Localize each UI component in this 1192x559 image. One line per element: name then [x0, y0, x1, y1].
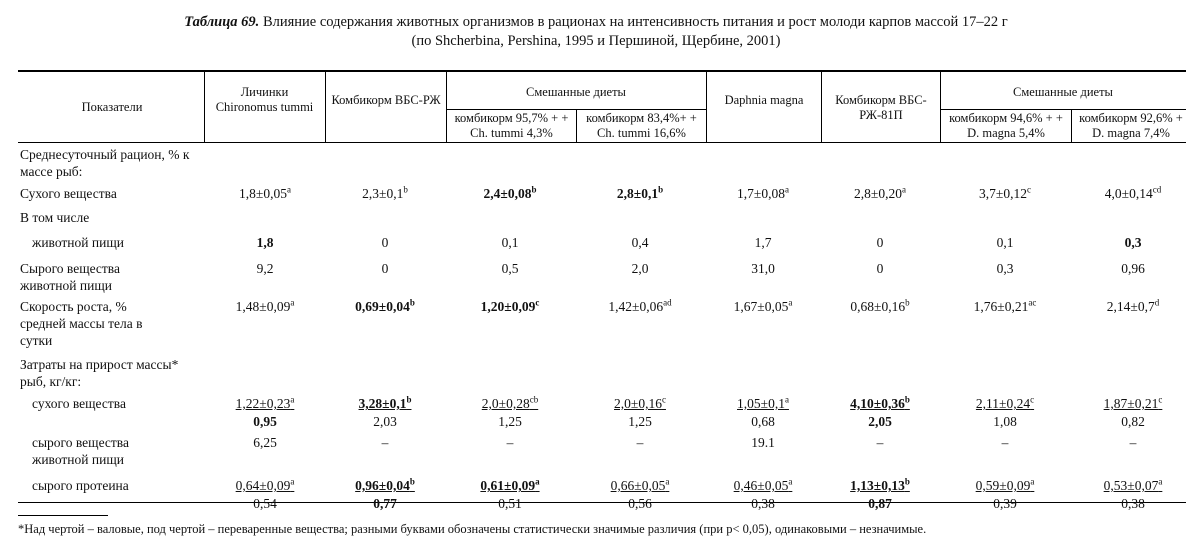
- cell-cost-dry-gross: 2,11±0,24$^c$: [975, 394, 1035, 411]
- row-label-dry: Сухого вещества: [20, 186, 117, 201]
- cell-cost-protein-digested: 0,77: [373, 496, 397, 511]
- cell-dry-ration: 2,8±0,20$^a$: [854, 184, 906, 201]
- cell-cost-protein-digested: 0,38: [751, 496, 775, 511]
- cell-cost-dry-gross: 2,0±0,16$^c$: [614, 394, 666, 411]
- header-mixed-diets-a: Смешанные диеты: [526, 85, 626, 99]
- header-col-vbs-rzh: Комбикорм ВБС-РЖ: [331, 93, 441, 107]
- header-col-mix-957: комбикорм 95,7% + + Ch. tummi 4,3%: [454, 111, 569, 140]
- header-divider: [204, 71, 205, 142]
- footnote-rule: [18, 515, 108, 516]
- cell-cost-dry-gross: 2,0±0,28$^{cb}$: [481, 394, 539, 411]
- cell-cost-dry-gross: 1,87±0,21$^c$: [1103, 394, 1163, 411]
- header-mixed-diets-b: Смешанные диеты: [1013, 85, 1113, 99]
- cell-animal-food: 1,8: [256, 235, 274, 250]
- header-col-chironomus: Личинки Chironomus tummi: [215, 85, 314, 114]
- cell-cost-raw-animal: –: [876, 435, 884, 450]
- cell-raw-animal: 9,2: [256, 261, 274, 276]
- cell-dry-ration: 4,0±0,14$^{cd}$: [1104, 184, 1162, 201]
- row-label-cost-protein: сырого протеина: [32, 478, 129, 493]
- table-number: Таблица 69.: [184, 14, 260, 30]
- cell-cost-dry-gross: 4,10±0,36$^b$: [850, 394, 910, 411]
- mixed-b-subrule: [940, 109, 1186, 110]
- cell-dry-ration: 2,8±0,1$^b$: [616, 184, 664, 201]
- cell-cost-protein-gross: 0,53±0,07$^a$: [1103, 476, 1163, 493]
- cell-cost-dry-digested: 1,25: [498, 414, 522, 429]
- cell-cost-dry-digested: 0,82: [1121, 414, 1145, 429]
- cell-cost-protein-digested: 0,56: [628, 496, 652, 511]
- row-label-cost-dry: сухого вещества: [32, 396, 126, 411]
- cell-growth-rate: 0,68±0,16$^b$: [850, 297, 910, 314]
- row-label-cost-raw: сырого вещества животной пищи: [32, 435, 129, 467]
- cell-cost-protein-gross: 0,46±0,05$^a$: [733, 476, 793, 493]
- cell-cost-raw-animal: 19.1: [751, 435, 775, 450]
- cell-animal-food: 0: [876, 235, 884, 250]
- row-label-incl: В том числе: [20, 210, 90, 225]
- cell-growth-rate: 1,67±0,05$^a$: [733, 297, 793, 314]
- cell-cost-dry-digested: 1,25: [628, 414, 652, 429]
- cell-cost-protein-gross: 1,13±0,13$^b$: [850, 476, 910, 493]
- cell-growth-rate: 2,14±0,7$^d$: [1106, 297, 1160, 314]
- cell-animal-food: 1,7: [754, 235, 772, 250]
- cell-cost-dry-digested: 2,03: [373, 414, 397, 429]
- cell-cost-raw-animal: –: [1129, 435, 1137, 450]
- header-divider: [821, 71, 822, 142]
- cell-cost-dry-digested: 2,05: [868, 414, 892, 429]
- cell-animal-food: 0,1: [996, 235, 1014, 250]
- header-divider: [325, 71, 326, 142]
- cell-cost-raw-animal: 6,25: [253, 435, 277, 450]
- cell-animal-food: 0,3: [1124, 235, 1142, 250]
- cell-cost-raw-animal: –: [381, 435, 389, 450]
- cell-cost-raw-animal: –: [1001, 435, 1009, 450]
- footnote: *Над чертой – валовые, под чертой – переваренные вещества; разными буквами обозначены статистически значимые различия (при p< 0,05), одинаковыми – незначимые.: [18, 522, 927, 536]
- cell-cost-dry-digested: 0,95: [253, 414, 277, 429]
- cell-dry-ration: 1,7±0,08$^a$: [737, 184, 789, 201]
- cell-growth-rate: 0,69±0,04$^b$: [355, 297, 415, 314]
- cell-raw-animal: 0,5: [501, 261, 519, 276]
- row-label-cost: Затраты на прирост массы* рыб, кг/кг:: [20, 357, 179, 389]
- cell-dry-ration: 3,7±0,12$^c$: [979, 184, 1031, 201]
- header-divider: [576, 110, 577, 142]
- header-col-mix-946: комбикорм 94,6% + + D. magna 5,4%: [949, 111, 1063, 140]
- header-indicators: Показатели: [81, 100, 143, 114]
- table-top-rule: [18, 70, 1186, 72]
- header-col-daphnia: Daphnia magna: [724, 93, 804, 107]
- cell-cost-protein-gross: 0,66±0,05$^a$: [610, 476, 670, 493]
- cell-cost-dry-gross: 1,05±0,1$^a$: [737, 394, 789, 411]
- cell-growth-rate: 1,20±0,09$^c$: [480, 297, 540, 314]
- cell-cost-dry-gross: 1,22±0,23$^a$: [235, 394, 295, 411]
- cell-cost-raw-animal: –: [636, 435, 644, 450]
- header-divider: [940, 71, 941, 142]
- header-col-mix-834: комбикорм 83,4%+ + Ch. tummi 16,6%: [586, 111, 697, 140]
- cell-growth-rate: 1,48±0,09$^a$: [235, 297, 295, 314]
- cell-dry-ration: 1,8±0,05$^a$: [239, 184, 291, 201]
- cell-animal-food: 0,4: [631, 235, 649, 250]
- cell-cost-dry-gross: 3,28±0,1$^b$: [358, 394, 412, 411]
- cell-raw-animal: 2,0: [631, 261, 649, 276]
- cell-cost-protein-digested: 0,39: [993, 496, 1017, 511]
- cell-cost-raw-animal: –: [506, 435, 514, 450]
- header-divider: [706, 71, 707, 142]
- cell-cost-protein-gross: 0,59±0,09$^a$: [975, 476, 1035, 493]
- table-source: (по Shcherbina, Pershina, 1995 и Першиной, Щербине, 2001): [411, 33, 781, 49]
- cell-raw-animal: 0: [381, 261, 389, 276]
- cell-cost-dry-digested: 0,68: [751, 414, 775, 429]
- cell-growth-rate: 1,76±0,21$^{ac}$: [973, 297, 1037, 314]
- cell-cost-dry-digested: 1,08: [993, 414, 1017, 429]
- cell-cost-protein-digested: 0,54: [253, 496, 277, 511]
- cell-dry-ration: 2,3±0,1$^b$: [362, 184, 408, 201]
- cell-cost-protein-gross: 0,64±0,09$^a$: [235, 476, 295, 493]
- cell-cost-protein-digested: 0,38: [1121, 496, 1145, 511]
- row-label-raw-animal: Сырого вещества животной пищи: [20, 261, 120, 293]
- header-divider: [446, 71, 447, 142]
- table-title: Влияние содержания животных организмов в рационах на интенсивность питания и рост молоди карпов массой 17–22 г: [262, 14, 1008, 30]
- table-caption: [0, 13, 1192, 31]
- row-label-ration: Среднесуточный рацион, % к массе рыб:: [20, 147, 190, 179]
- cell-raw-animal: 0,3: [996, 261, 1014, 276]
- cell-raw-animal: 31,0: [751, 261, 775, 276]
- cell-cost-protein-digested: 0,51: [498, 496, 522, 511]
- row-label-growth: Скорость роста, % средней массы тела в сутки: [20, 299, 143, 348]
- cell-dry-ration: 2,4±0,08$^b$: [483, 184, 537, 201]
- row-label-animal: животной пищи: [32, 235, 124, 250]
- cell-raw-animal: 0,96: [1121, 261, 1145, 276]
- cell-cost-protein-gross: 0,61±0,09$^a$: [480, 476, 540, 493]
- cell-animal-food: 0: [381, 235, 389, 250]
- header-col-mix-926: комбикорм 92,6% + D. magna 7,4%: [1079, 111, 1183, 140]
- cell-cost-protein-digested: 0,87: [868, 496, 892, 511]
- cell-cost-protein-gross: 0,96±0,04$^b$: [355, 476, 415, 493]
- cell-growth-rate: 1,42±0,06$^{ad}$: [608, 297, 672, 314]
- header-col-vbs-rzh-81p: Комбикорм ВБС-РЖ-81П: [835, 93, 927, 122]
- header-bottom-rule: [18, 142, 1186, 143]
- cell-raw-animal: 0: [876, 261, 884, 276]
- cell-animal-food: 0,1: [501, 235, 519, 250]
